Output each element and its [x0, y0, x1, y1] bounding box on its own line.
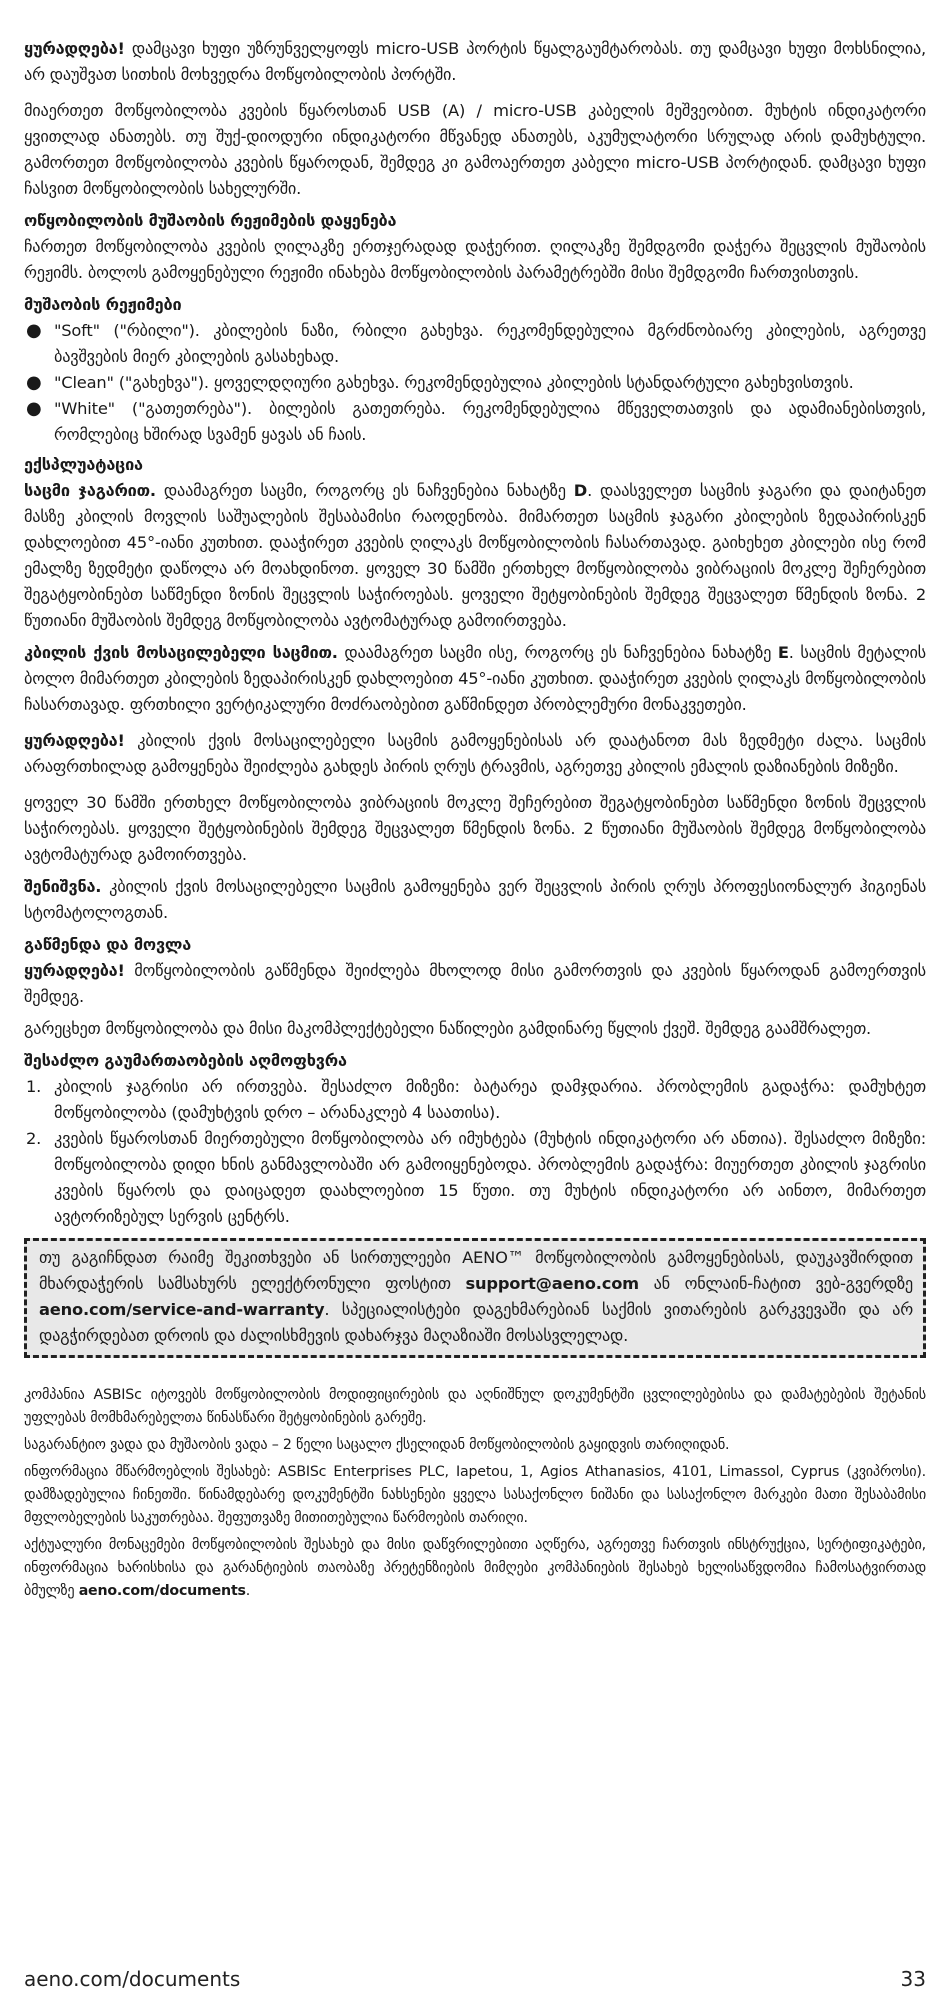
warning-label: ყურადღება!	[24, 39, 125, 58]
list-number: 2.	[26, 1129, 42, 1148]
list-item	[24, 1126, 926, 1230]
note-label: შენიშვნა.	[24, 877, 102, 896]
footnote-manufacturer: ინფორმაცია მწარმოებლის შესახებ: ASBISc Enterprises PLC, Iapetou, 1, Agios Athanasios, 4101, Limassol, Cyprus (კვიპროსი). დამზადებულია ჩინეთში. წინამდებარე დოკუმენტში ნახსენები ყველა სასაქონლო ნიშანი და სასაქონლო მარკები მათი შესაბამისი მფლობელების საკუთრებაა. შეფუთვაზე მითითებულია წარმოების თარიღი.	[24, 1464, 926, 1526]
operation-heading: ექსპლუატაცია	[24, 455, 143, 474]
stone-head-text-cont: . საცმის მეტალის ბოლო მიმართეთ კბილების ზედაპირისკენ დახლოებით 45°-იანი კუთხით. დააჭირეთ კვების ღილაკს მოწყობილობის ჩასართავად. ფრთხილი ვერტიკალური მოძრაობებით გაწმინდეთ პრობლემური მონაკვეთები.	[24, 643, 926, 714]
stone-head-label: კბილის ქვის მოსაცილებელი საცმით.	[24, 643, 338, 662]
support-notice-box	[24, 1238, 926, 1358]
cleaning-warning	[24, 958, 926, 1010]
cleaning-heading: გაწმენდა და მოვლა	[24, 935, 192, 954]
bullet-icon: ●	[26, 398, 42, 419]
cleaning-paragraph: გარეცხეთ მოწყობილობა და მისი მაკომპლექტებელი ნაწილები გამდინარე წყლის ქვეშ. შემდეგ გაამშრალეთ.	[24, 1019, 872, 1038]
brush-head-text-cont: . დაასველეთ საცმის ჯაგარი და დაიტანეთ მასზე კბილის მოვლის საშუალების შესაბამისი რაოდენობა. მიმართეთ საცმის ჯაგარი კბილების ზედაპირისკენ დახლოებით 45°-იანი კუთხით. დააჭირეთ კვების ღილაკს მოწყობილობის ჩასართავად. გაიხეხეთ კბილები ისე რომ ემალზე ზედმეტი დაწოლა არ მოახდინოთ. ყოველ 30 წამში ერთხელ მოწყობილობა ვიბრაციის მოკლე შეჩერებით შეგატყობინებთ საწმენდი ზონის შეცვლის საჭიროებას. ყოველი შეტყობინების შემდეგ შეცვალეთ წმენდის ზონა. 2 წუთიანი მუშაობის შემდეგ მოწყობილობა ავტომატურად გამოირთვება.	[24, 481, 926, 630]
warning-text: დამცავი ხუფი უზრუნველყოფს micro-USB პორტის წყალგაუმტარობას. თუ დამცავი ხუფი მოხსნილია, არ დაუშვათ სითხის მოხვედრა მოწყობილობის პორტში.	[24, 39, 926, 84]
list-item	[24, 1074, 926, 1126]
troubleshooting-list	[24, 1074, 926, 1230]
figure-ref-e: E	[777, 643, 789, 662]
note-text: კბილის ქვის მოსაცილებელი საცმის გამოყენება ვერ შეცვლის პირის ღრუს პროფესიონალურ ჰიგიენას სტომატოლოგთან.	[24, 877, 926, 922]
modes-setup-paragraph: ჩართეთ მოწყობილობა კვების ღილაკზე ერთჯერადად დაჭერით. ღილაკზე შემდგომი დაჭერა შეცვლის მუშაობის რეჟიმს. ბოლოს გამოყენებული რეჟიმი ინახება მოწყობილობის პარამეტრებში მისი შემდგომი ჩართვისთვის.	[24, 237, 926, 282]
documents-link[interactable]: aeno.com/documents	[78, 1583, 246, 1599]
list-item	[24, 370, 926, 396]
charging-paragraph: მიაერთეთ მოწყობილობა კვების წყაროსთან USB (A) / micro-USB კაბელის მეშვეობით. მუხტის ინდიკატორი ყვითლად ანათებს. თუ შუქ-დიოდური ინდიკატორი მწვანედ ანათებს, აკუმულატორი სრულად არის დამუხტული. გამორთეთ მოწყობილობა კვების წყაროდან, შემდეგ კი გამოაერთეთ კაბელი micro-USB პორტიდან. დამცავი ხუფი ჩასვით მოწყობილობის სახელურში.	[24, 101, 926, 198]
notice-text-end: . სპეციალისტები დაგეხმარებიან საქმის ვითარების გარკვევაში და არ დაგჭირდებათ დროის და ძალისხმევის დახარჯვა მაღაზიაში მოსასვლელად.	[39, 1300, 913, 1345]
footnote-end: .	[245, 1583, 251, 1599]
footnote-documents	[24, 1534, 926, 1603]
support-email-link[interactable]: support@aeno.com	[465, 1274, 639, 1293]
footnote-warranty: საგარანტიო ვადა და მუშაობის ვადა – 2 წელი საცალო ქსელიდან მოწყობილობის გაყიდვის თარიღიდან.	[24, 1437, 730, 1453]
warning-text: მოწყობილობის გაწმენდა შეიძლება მხოლოდ მისი გამორთვის და კვების წყაროდან გამოერთვის შემდეგ.	[24, 961, 926, 1006]
stone-head-text: დაამაგრეთ საცმი ისე, როგორც ეს ნაჩვენებია ნახატზე	[337, 643, 778, 662]
page-number: 33	[900, 1967, 926, 1991]
list-item	[24, 318, 926, 370]
footnote-documents-text: აქტუალური მონაცემები მოწყობილობის შესახებ და მისი დაწვრილებითი აღწერა, აგრეთვე ჩართვის ინსტრუქცია, სერტიფიკატები, ინფორმაცია ხარისხისა და გარანტიების თაობაზე პრეტენზიების მიმღები კომპანიების შესახებ ხელისაწვდომია ჩამოსატვირთად ბმულზე	[24, 1537, 926, 1599]
modes-setup-heading: ოწყობილობის მუშაობის რეჟიმების დაყენება	[24, 211, 397, 230]
mode-white-text: "White" ("გათეთრება"). ბილების გათეთრება. რეკომენდებულია მწეველთათვის და ადამიანებისთვის, რომლებიც ხშირად სვამენ ყავას ან ჩაის.	[54, 399, 926, 444]
page-footer	[24, 1966, 926, 1992]
notice-text-cont: ან ონლაინ-ჩატით ვებ-გვერდზე	[638, 1274, 913, 1293]
note-paragraph	[24, 874, 926, 926]
stone-head-paragraph	[24, 640, 926, 718]
list-number: 1.	[26, 1077, 42, 1096]
work-modes-heading: მუშაობის რეჟიმები	[24, 295, 182, 314]
warning-waterproof	[24, 36, 926, 88]
warning-label: ყურადღება!	[24, 731, 125, 750]
troubleshooting-text: კვების წყაროსთან მიერთებული მოწყობილობა არ იმუხტება (მუხტის ინდიკატორი არ ანთია). შესაძლო მიზეზი: მოწყობილობა დიდი ხნის განმავლობაში არ გამოიყენებოდა. პრობლემის გადაჭრა: მიუერთეთ კბილის ჯაგრისი კვების წყაროს და დაიცადეთ დაახლოებით 15 წუთი. თუ მუხტის ინდიკატორი არ აინთო, მიმართეთ ავტორიზებულ სერვის ცენტრს.	[54, 1129, 926, 1226]
warning-force	[24, 728, 926, 780]
mode-clean-text: "Clean" ("გახეხვა"). ყოველდღიური გახეხვა. რეკომენდებულია კბილების სტანდარტული გახეხვისთვის.	[54, 373, 854, 392]
vibration-paragraph: ყოველ 30 წამში ერთხელ მოწყობილობა ვიბრაციის მოკლე შეჩერებით შეგატყობინებთ საწმენდი ზონის შეცვლის საჭიროებას. ყოველი შეტყობინების შემდეგ შეცვალეთ წმენდის ზონა. 2 წუთიანი მუშაობის შემდეგ მოწყობილობა ავტომატურად გამოირთვება.	[24, 793, 926, 864]
footer-url[interactable]: aeno.com/documents	[24, 1967, 241, 1991]
support-notice-text	[39, 1245, 913, 1349]
service-warranty-link[interactable]: aeno.com/service-and-warranty	[39, 1300, 325, 1319]
figure-ref-d: D	[573, 481, 588, 500]
brush-head-paragraph	[24, 478, 926, 634]
footnote-modification: კომპანია ASBISc იტოვებს მოწყობილობის მოდიფიცირების და აღნიშნულ დოკუმენტში ცვლილებებისა და დამატებების შეტანის უფლებას მომხმარებელთა წინასწარი შეტყობინების გარეშე.	[24, 1387, 926, 1426]
bullet-icon: ●	[26, 320, 42, 341]
warning-text: კბილის ქვის მოსაცილებელი საცმის გამოყენებისას არ დაატანოთ მას ზედმეტი ძალა. საცმის არაფრთხილად გამოყენება შეიძლება გახდეს პირის ღრუს ტრავმის, აგრეთვე კბილის ემალის დაზიანების მიზეზი.	[24, 731, 926, 776]
bullet-icon: ●	[26, 372, 42, 393]
warning-label: ყურადღება!	[24, 961, 125, 980]
troubleshooting-heading: შესაძლო გაუმართაობების აღმოფხვრა	[24, 1051, 347, 1070]
troubleshooting-text: კბილის ჯაგრისი არ ირთვება. შესაძლო მიზეზი: ბატარეა დამჯდარია. პრობლემის გადაჭრა: დამუხტეთ მოწყობილობა (დამუხტვის დრო – არანაკლებ 4 საათისა).	[54, 1077, 926, 1122]
mode-soft-text: "Soft" ("რბილი"). კბილების ნაზი, რბილი გახეხვა. რეკომენდებულია მგრძნობიარე კბილების, აგრეთვე ბავშვების მიერ კბილების გასახეხად.	[54, 321, 926, 366]
brush-head-label: საცმი ჯაგარით.	[24, 481, 156, 500]
brush-head-text: დაამაგრეთ საცმი, როგორც ეს ნაჩვენებია ნახატზე	[155, 481, 574, 500]
manual-page	[24, 36, 926, 1607]
list-item	[24, 396, 926, 448]
notice-text: თუ გაგიჩნდათ რაიმე შეკითხვები ან სირთულეები AENO™ მოწყობილობის გამოყენებისას, დაუკავშირდით მხარდაჭერის სამსახურს ელექტრონული ფოსტით	[39, 1248, 913, 1293]
footnotes	[24, 1384, 926, 1603]
work-modes-list	[24, 318, 926, 448]
